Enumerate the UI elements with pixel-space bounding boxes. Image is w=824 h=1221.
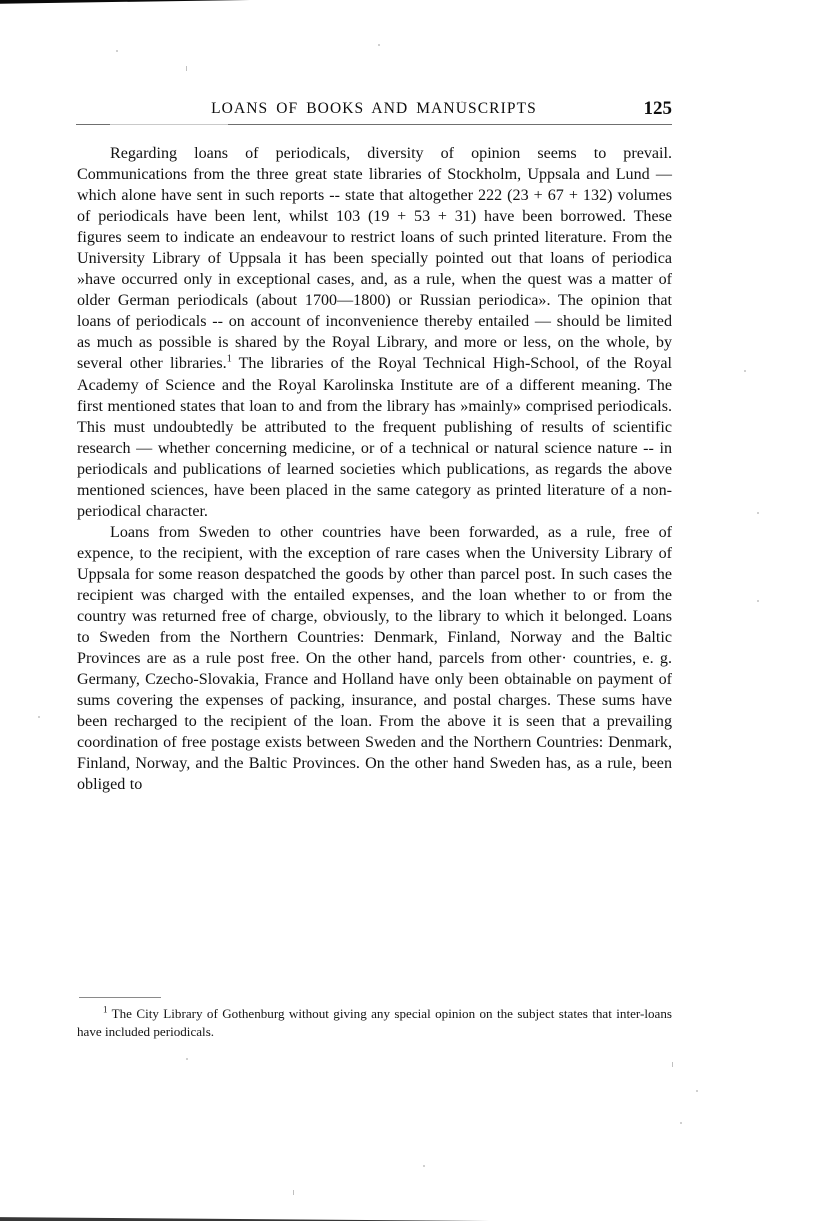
scan-speck: [757, 600, 759, 602]
footnote-marker: 1: [103, 1004, 108, 1015]
scan-speck: [38, 716, 40, 718]
footnote-separator-rule: [79, 997, 161, 998]
scan-speck: [186, 1058, 188, 1060]
running-head: [76, 100, 672, 122]
page-number: 125: [643, 98, 672, 119]
paragraph-periodicals: [77, 143, 672, 522]
scan-edge-bottom-artifact: [0, 1217, 824, 1221]
running-head-title: LOANS OF BOOKS AND MANUSCRIPTS: [211, 100, 537, 117]
paragraph-text: Loans from Sweden to other countries have been forwarded, as a rule, free of expence, to the recipient, with the exception of rare cases when the University Library of Uppsala for some reason despatched the goods by other than parcel post. In such cases the recipient was charged with the entailed expenses, and the loan whether to or from the country was returned free of charge, obviously, to the library to which it belonged. Loans to Sweden from the Northern Countries: Denmark, Finland, Norway and the Baltic Provinces are as a rule post free. On the other hand, parcels from other· countries, e. g. Germany, Czecho-Slovakia, France and Holland have only been obtainable on payment of sums covering the expenses of packing, insurance, and postal charges. These sums have been recharged to the recipient of the loan. From the above it is seen that a prevailing coordination of free postage exists between Sweden and the Northern Countries: Denmark, Finland, Norway, and the Baltic Provinces. On the other hand Sweden has, as a rule, been obliged to: [77, 523, 672, 794]
body-text-block: [77, 143, 672, 795]
footnote-reference-marker[interactable]: 1: [226, 354, 232, 366]
footnote-text: The City Library of Gothenburg without giving any special opinion on the subject states that inter-loans have included periodicals.: [77, 1006, 672, 1039]
scan-edge-top-artifact: [0, 0, 824, 4]
scan-speck: [696, 1090, 698, 1092]
paragraph-text: Regarding loans of periodicals, diversity of opinion seems to prevail. Communications from the three great state libraries of Stockholm, Uppsala and Lund — which alone have sent in such reports -- state that altogether 222 (23 + 67 + 132) volumes of periodicals have been lent, whilst 103 (19 + 53 + 31) have been borrowed. These figures seem to indicate an endeavour to restrict loans of such printed literature. From the University Library of Uppsala it has been specially pointed out that loans of periodica »have occurred only in exceptional cases, and, as a rule, when the quest was a matter of older German periodicals (about 1700—1800) or Russian periodica». The opinion that loans of periodicals -- on account of inconvenience thereby entailed — should be limited as much as possible is shared by the Royal Library, and more or less, on the whole, by several other libraries.: [77, 145, 672, 373]
paragraph-text-continued: The libraries of the Royal Technical High-School, of the Royal Academy of Science and the Royal Karolinska Institute are of a different meaning. The first mentioned states that loan to and from the library has »mainly» comprised periodicals. This must undoubtedly be attributed to the frequent publishing of results of scientific research — whether concerning medicine, or of a technical or natural science nature -- in periodicals and publications of learned societies which publications, as regards the above mentioned sciences, have been placed in the same category as printed literature of a non-periodical character.: [77, 355, 673, 520]
header-rule: [76, 124, 672, 125]
scan-speck: [116, 50, 118, 52]
scan-speck: [757, 512, 759, 514]
scan-speck: [293, 1190, 294, 1195]
footnote: [77, 1005, 672, 1041]
scan-speck: [680, 1122, 682, 1124]
scan-speck: [186, 66, 187, 71]
scan-speck: [672, 1062, 673, 1067]
paragraph-postage: [77, 522, 672, 796]
scan-speck: [744, 370, 746, 372]
scan-speck: [423, 1165, 425, 1167]
scan-speck: [378, 44, 380, 46]
